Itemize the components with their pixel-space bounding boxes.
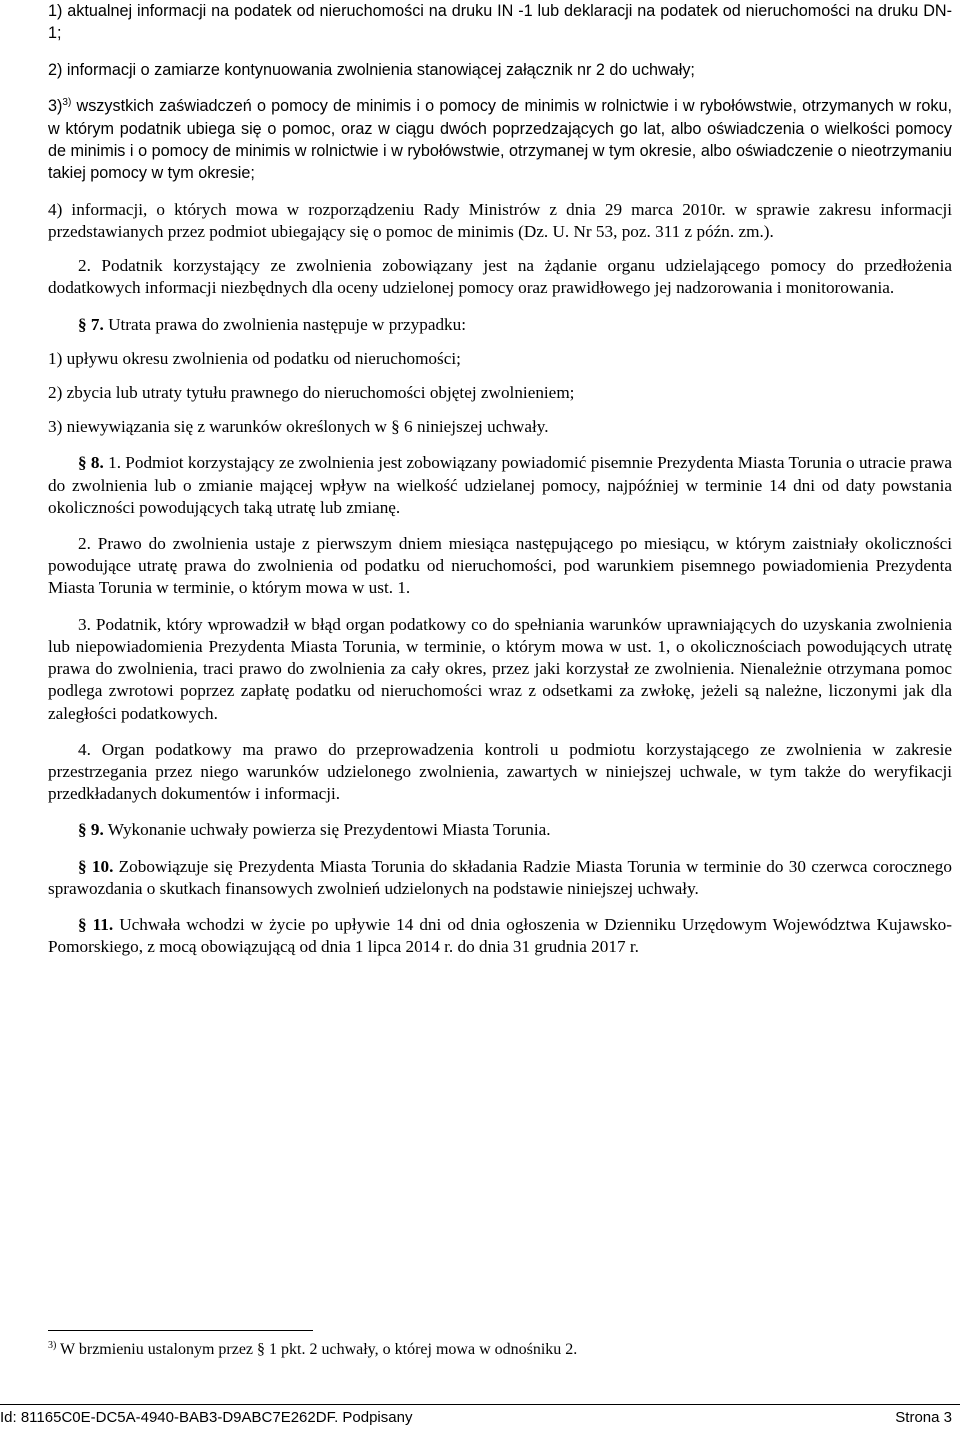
footnote-text: W brzmieniu ustalonym przez § 1 pkt. 2 uchwały, o której mowa w odnośniku 2. <box>56 1341 578 1358</box>
section-7-item-3: 3) niewywiązania się z warunków określonych w § 6 niniejszej uchwały. <box>48 417 549 437</box>
section-11-number: § 11. <box>78 914 114 934</box>
section-7-text: Utrata prawa do zwolnienia następuje w przypadku: <box>103 314 467 334</box>
list-item-1: 1) aktualnej informacji na podatek od nieruchomości na druku IN -1 lub deklaracji na podatek od nieruchomości na druku DN-1; <box>48 2 952 43</box>
section-7-number: § 7. <box>78 314 104 334</box>
section-9-number: § 9. <box>78 820 104 840</box>
page-number: Strona 3 <box>895 1409 952 1426</box>
list-item-3-number: 3) <box>48 97 63 116</box>
footer-divider <box>0 1404 960 1405</box>
section-8-ust-1-text: 1. Podmiot korzystający ze zwolnienia jest zobowiązany powiadomić pisemnie Prezydenta Miasta Torunia o utracie prawa do zwolnienia lub o zmianie mającej wpływ na wielkość udzielanej pomocy, najpóźniej w terminie 14 dni od daty powstania okoliczności powodujących taką utratę lub zmianę. <box>48 453 952 517</box>
footnote <box>48 1340 952 1360</box>
footnote-divider <box>48 1330 313 1331</box>
section-7-item-1: 1) upływu okresu zwolnienia od podatku od nieruchomości; <box>48 348 461 368</box>
section-11 <box>48 914 952 958</box>
paragraph-ust-2: 2. Podatnik korzystający ze zwolnienia zobowiązany jest na żądanie organu udzielającego pomocy do przedłożenia dodatkowych informacji niezbędnych dla oceny udzielonej pomocy oraz prawidłowego jej nadzorowania i monitorowania. <box>48 256 952 298</box>
section-7-item-2: 2) zbycia lub utraty tytułu prawnego do nieruchomości objętej zwolnieniem; <box>48 383 575 403</box>
section-9 <box>48 819 952 841</box>
list-item-4: 4) informacji, o których mowa w rozporządzeniu Rady Ministrów z dnia 29 marca 2010r. w sprawie zakresu informacji przedstawianych przez podmiot ubiegający się o pomoc de minimis (Dz. U. Nr 53, poz. 311 z późn. zm.). <box>48 199 952 242</box>
section-10 <box>48 856 952 900</box>
footnote-reference: 3) <box>62 97 72 109</box>
list-item-3 <box>48 95 952 185</box>
section-11-text: Uchwała wchodzi w życie po upływie 14 dni od dnia ogłoszenia w Dzienniku Urzędowym Województwa Kujawsko-Pomorskiego, z mocą obowiązującą od dnia 1 lipca 2014 r. do dnia 31 grudnia 2017 r. <box>48 914 952 957</box>
section-8-ust-4: 4. Organ podatkowy ma prawo do przeprowadzenia kontroli u podmiotu korzystającego ze zwolnienia w zakresie przestrzegania przez niego warunków udzielonego zwolnienia, zawartych w niniejszej uchwale, w tym także do weryfikacji przedkładanych dokumentów i informacji. <box>48 739 952 804</box>
footnote-marker: 3) <box>48 1340 57 1351</box>
section-7-heading <box>48 314 952 336</box>
section-8-number: § 8. <box>78 453 104 473</box>
section-8-ust-1 <box>48 452 952 519</box>
document-id: Id: 81165C0E-DC5A-4940-BAB3-D9ABC7E262DF. Podpisany <box>0 1409 413 1426</box>
section-9-text: Wykonanie uchwały powierza się Prezydentowi Miasta Torunia. <box>103 820 551 840</box>
section-10-number: § 10. <box>78 856 114 876</box>
list-item-3-text: wszystkich zaświadczeń o pomocy de minimis i o pomocy de minimis w rolnictwie i w rybołówstwie, otrzymanych w roku, w którym podatnik ubiega się o pomoc, oraz w ciągu dwóch poprzedzających go lat, albo oświadczenia o wielkości pomocy de minimis i o pomocy de minimis w rolnictwie i w rybołówstwie, otrzymanej w tym okresie, albo oświadczenie o nieotrzymaniu takiej pomocy w tym okresie; <box>48 97 952 183</box>
section-10-text: Zobowiązuje się Prezydenta Miasta Torunia do składania Radzie Miasta Torunia w terminie do 30 czerwca corocznego sprawozdania o skutkach finansowych zwolnień udzielonych na podstawie niniejszej uchwały. <box>48 856 952 898</box>
list-item-2: 2) informacji o zamiarze kontynuowania zwolnienia stanowiącej załącznik nr 2 do uchwały; <box>48 60 695 79</box>
section-8-ust-2: 2. Prawo do zwolnienia ustaje z pierwszym dniem miesiąca następującego po miesiącu, w którym zaistniały okoliczności powodujące utratę prawa do zwolnienia od podatku od nieruchomości, pod warunkiem pisemnego powiadomienia Prezydenta Miasta Torunia w terminie, o którym mowa w ust. 1. <box>48 534 952 598</box>
section-8-ust-3: 3. Podatnik, który wprowadził w błąd organ podatkowy co do spełniania warunków uprawniających do uzyskania zwolnienia lub niepowiadomienia Prezydenta Miasta Torunia, w terminie, o którym mowa w ust. 1, o okolicznościach powodujących utratę prawa do zwolnienia, traci prawo do zwolnienia za cały okres, przez jaki korzystał ze zwolnienia. Nienależnie otrzymana pomoc podlega zwrotowi poprzez zapłatę podatku od nieruchomości wraz z odsetkami za zwłokę, jeżeli są należne, liczonymi jak dla zaległości podatkowych. <box>48 614 952 723</box>
document-body <box>48 0 952 958</box>
